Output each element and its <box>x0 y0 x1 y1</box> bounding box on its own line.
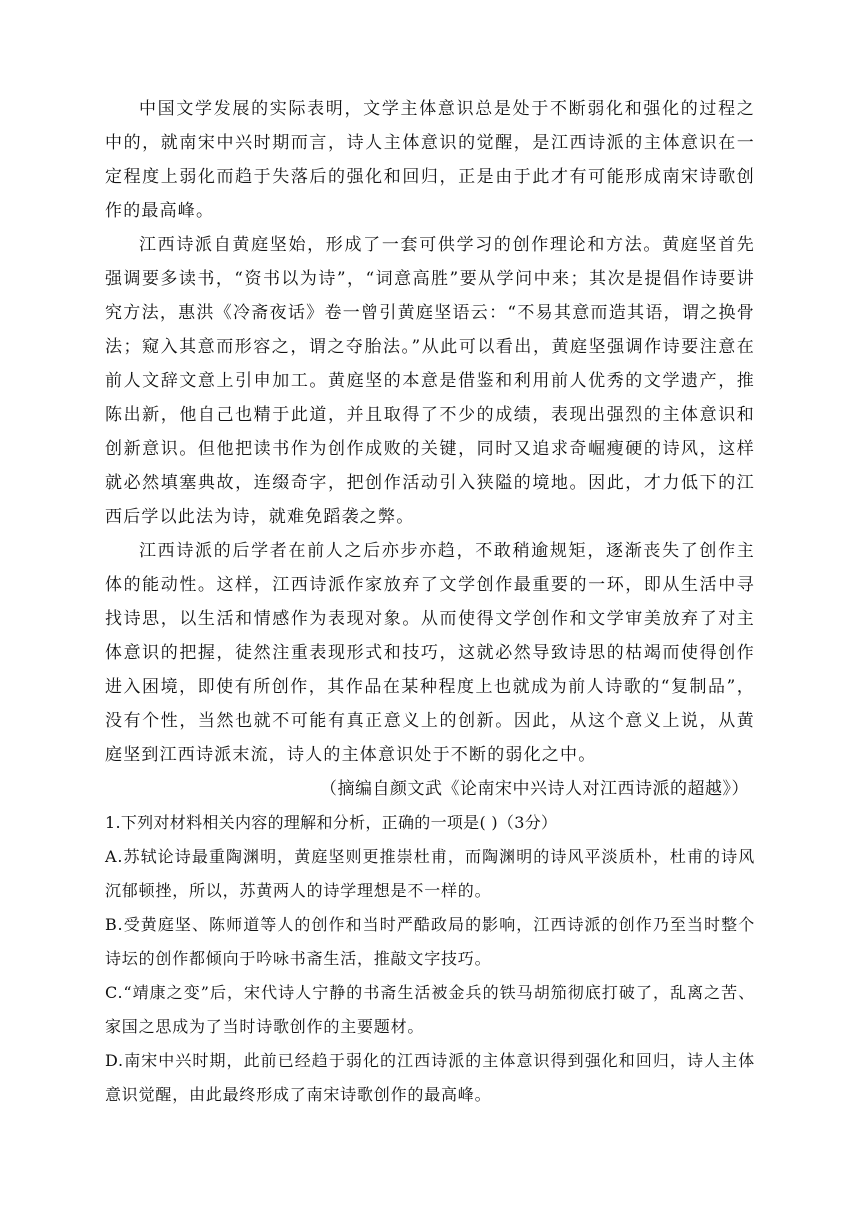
question-stem: 1.下列对材料相关内容的理解和分析，正确的一项是( )（3分） <box>105 813 558 832</box>
option-b: B.受黄庭坚、陈师道等人的创作和当时严酷政局的影响，江西诗派的创作乃至当时整个诗坛的创作都倾向于吟咏书斋生活，推敲文字技巧。 <box>105 915 755 968</box>
question-block <box>105 806 755 1112</box>
article-source-citation: （摘编自颜文武《论南宋中兴诗人对江西诗派的超越》） <box>320 779 749 799</box>
option-d: D.南宋中兴时期，此前已经趋于弱化的江西诗派的主体意识得到强化和回归，诗人主体意识觉醒，由此最终形成了南宋诗歌创作的最高峰。 <box>105 1051 755 1104</box>
article-paragraph-3: 江西诗派的后学者在前人之后亦步亦趋，不敢稍逾规矩，逐渐丧失了创作主体的能动性。这样，江西诗派作家放弃了文学创作最重要的一环，即从生活中寻找诗思，以生活和情感作为表现对象。从而使得文学创作和文学审美放弃了对主体意识的把握，徒然注重表现形式和技巧，这就必然导致诗思的枯竭而使得创作进入困境，即使有所创作，其作品在某种程度上也就成为前人诗歌的“复制品”，没有个性，当然也就不可能有真正意义上的创新。因此，从这个意义上说，从黄庭坚到江西诗派末流，诗人的主体意识处于不断的弱化之中。 <box>105 541 755 765</box>
option-a: A.苏轼论诗最重陶渊明，黄庭坚则更推崇杜甫，而陶渊明的诗风平淡质朴，杜甫的诗风沉郁顿挫，所以，苏黄两人的诗学理想是不一样的。 <box>105 847 755 900</box>
article-paragraph-2: 江西诗派自黄庭坚始，形成了一套可供学习的创作理论和方法。黄庭坚首先强调要多读书，“资书以为诗”，“词意高胜”要从学问中来；其次是提倡作诗要讲究方法，惠洪《冷斋夜话》卷一曾引黄庭坚语云：“不易其意而造其语，谓之换骨法；窥入其意而形容之，谓之夺胎法。”从此可以看出，黄庭坚强调作诗要注意在前人文辞文意上引申加工。黄庭坚的本意是借鉴和利用前人优秀的文学遗产，推陈出新，他自己也精于此道，并且取得了不少的成绩，表现出强烈的主体意识和创新意识。但他把读书作为创作成败的关键，同时又追求奇崛瘦硬的诗风，这样就必然填塞典故，连缀奇字，把创作活动引入狭隘的境地。因此，才力低下的江西后学以此法为诗，就难免蹈袭之弊。 <box>105 235 755 527</box>
article <box>105 92 755 806</box>
article-paragraph-1: 中国文学发展的实际表明，文学主体意识总是处于不断弱化和强化的过程之中的，就南宋中兴时期而言，诗人主体意识的觉醒，是江西诗派的主体意识在一定程度上弱化而趋于失落后的强化和回归，正是由于此才有可能形成南宋诗歌创作的最高峰。 <box>105 99 755 221</box>
option-c: C.“靖康之变”后，宋代诗人宁静的书斋生活被金兵的铁马胡笳彻底打破了，乱离之苦、家国之思成为了当时诗歌创作的主要题材。 <box>105 983 755 1036</box>
